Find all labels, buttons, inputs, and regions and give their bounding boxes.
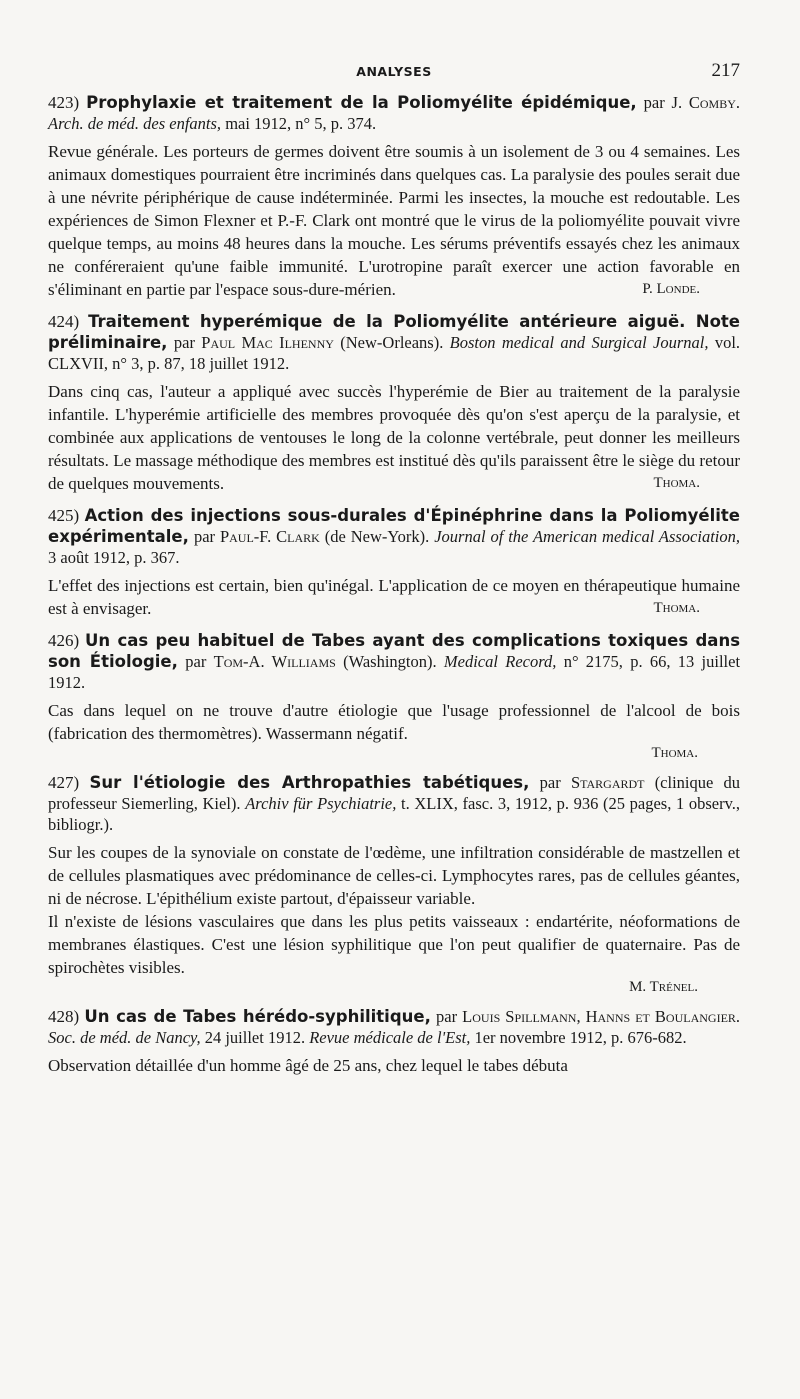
entry-number: 427) — [48, 773, 80, 792]
journal: Medical Record, — [443, 652, 557, 671]
entry-number: 423) — [48, 93, 80, 112]
running-title: ANALYSES — [356, 64, 432, 79]
page-header — [48, 58, 740, 92]
entry-heading — [48, 311, 740, 374]
place: (de New-York). — [324, 527, 430, 546]
journal: Journal of the American medical Association, — [434, 527, 741, 546]
entry-citation: par Louis Spillmann, Hanns et Boulangier. Soc. de méd. de Nancy, 24 juillet 1912. Revue médicale de l'Est, 1er novembre 1912, p. 676-682. — [48, 1007, 741, 1047]
entry-citation: par Stargardt (clinique du professeur Siemerling, Kiel). Archiv für Psychiatrie, t. XLIX, fasc. 3, 1912, p. 936 (25 pages, 1 observ., bibliogr.). — [48, 773, 741, 834]
place: (New-Orleans). — [340, 333, 444, 352]
reference: 24 juillet 1912. — [204, 1028, 306, 1047]
entry-body: Sur les coupes de la synoviale on constate de l'œdème, une infiltration considérable de mastzellen et de cellules plasmatiques avec prédominance de celles-ci. Lymphocytes rares, pas de cellules géantes, ni de nécrose. L'épithélium existe partout, d'épaisseur variable. — [48, 843, 740, 908]
reference: 1er novembre 1912, p. 676-682. — [474, 1028, 687, 1047]
entry-number: 428) — [48, 1007, 80, 1026]
entry-body: Revue générale. Les porteurs de germes doivent être soumis à un isolement de 3 ou 4 semaines. Les animaux domestiques pourraient être incriminés dans quelques cas. La paralysie des poules serait due à une névrite périphérique de cause indéterminée. Parmi les insectes, la mouche est redoutable. Les expériences de Simon Flexner et P.-F. Clark ont montré que le virus de la poliomyélite pouvait vivre quelque temps, au moins 48 heures dans la mouche. Les sérums préventifs essayés chez les animaux ne conféreraient qu'une faible immunité. L'urotropine paraît exercer une action favorable en s'éliminant en partie par l'espace sous-dure-mérien. P. Londe. — [48, 142, 740, 299]
entry-heading — [48, 1006, 740, 1048]
entry-body: L'effet des injections est certain, bien qu'inégal. L'application de ce moyen en thérapeutique humaine est à envisager. Thoma. — [48, 576, 740, 618]
journal: Revue médicale de l'Est, — [309, 1028, 471, 1047]
author: Paul-F. Clark — [219, 527, 320, 546]
entry-heading — [48, 772, 740, 835]
journal: Soc. de méd. de Nancy, — [48, 1028, 201, 1047]
entry-title: Action des injections sous-durales d'Épinéphrine dans la Poliomyélite expérimentale, — [48, 506, 740, 546]
entry-citation: par Tom-A. Williams (Washington). Medical Record, n° 2175, p. 66, 13 juillet 1912. — [48, 652, 741, 692]
entry-423 — [48, 92, 740, 301]
entry-title: Prophylaxie et traitement de la Poliomyélite épidémique, — [86, 93, 637, 112]
signature: Thoma. — [653, 475, 700, 491]
author: Louis Spillmann, Hanns et Boulangier. — [462, 1007, 741, 1026]
entry-citation: par J. Comby. Arch. de méd. des enfants, mai 1912, n° 5, p. 374. — [48, 93, 741, 133]
page — [48, 58, 740, 1087]
signature: Thoma. — [651, 745, 698, 761]
entry-number: 425) — [48, 506, 80, 525]
entry-body: Il n'existe de lésions vasculaires que dans les plus petits vaisseaux : endartérite, néoformations de membranes élastiques. C'est une lésion syphilitique que l'on peut qualifier de quaternaire. Pas de spirochètes visibles. — [48, 912, 740, 977]
entry-425 — [48, 505, 740, 620]
entry-heading — [48, 92, 740, 134]
entry-citation: par Paul Mac Ilhenny (New-Orleans). Boston medical and Surgical Journal, vol. CLXVII, n° 3, p. 87, 18 juillet 1912. — [48, 333, 741, 373]
entry-body: Observation détaillée d'un homme âgé de 25 ans, chez lequel le tabes débuta — [48, 1056, 568, 1075]
reference: t. XLIX, fasc. 3, 1912, p. 936 (25 pages, 1 observ., bibliogr.). — [48, 794, 741, 834]
reference: mai 1912, n° 5, p. 374. — [225, 114, 377, 133]
entry-number: 424) — [48, 312, 80, 331]
journal: Arch. de méd. des enfants, — [48, 114, 222, 133]
entry-title: Un cas peu habituel de Tabes ayant des complications toxiques dans son Étiologie, — [48, 631, 741, 671]
entry-citation: par Paul-F. Clark (de New-York). Journal of the American medical Association, 3 août 1912, p. 367. — [48, 527, 741, 567]
entry-title: Sur l'étiologie des Arthropathies tabétiques, — [89, 773, 530, 792]
reference: n° 2175, p. 66, 13 juillet 1912. — [48, 652, 741, 692]
reference: 3 août 1912, p. 367. — [48, 548, 180, 567]
entry-427 — [48, 772, 740, 996]
journal: Boston medical and Surgical Journal, — [449, 333, 709, 352]
entry-title: Un cas de Tabes hérédo-syphilitique, — [84, 1007, 431, 1026]
entry-number: 426) — [48, 631, 80, 650]
reference: vol. CLXVII, n° 3, p. 87, 18 juillet 1912. — [48, 333, 741, 373]
signature: P. Londe. — [642, 281, 700, 297]
author: J. Comby. — [671, 93, 741, 112]
page-number: 217 — [711, 60, 740, 81]
entry-428 — [48, 1006, 740, 1077]
journal: Archiv für Psychiatrie, — [245, 794, 397, 813]
place: (Washington). — [343, 652, 437, 671]
signature: Thoma. — [653, 600, 700, 616]
author: Tom-A. Williams — [213, 652, 336, 671]
entry-title: Traitement hyperémique de la Poliomyélite antérieure aiguë. Note préliminaire, — [48, 312, 740, 352]
entry-body: Cas dans lequel on ne trouve d'autre étiologie que l'usage professionnel de l'alcool de bois (fabrication des thermomètres). Wassermann négatif. — [48, 701, 740, 743]
entry-body: Dans cinq cas, l'auteur a appliqué avec succès l'hyperémie de Bier au traitement de la paralysie infantile. L'hyperémie artificielle des membres provoquée dès qu'on s'est aperçu de la paralysie, et combinée aux applications de ventouses le long de la colonne vertébrale, peut donner les meilleurs résultats. Le massage méthodique des membres est institué dès qu'ils paraissent être le siège du retour de quelques mouvements. Thoma. — [48, 382, 740, 493]
author: Stargardt — [570, 773, 645, 792]
entry-424 — [48, 311, 740, 495]
entry-heading — [48, 505, 740, 568]
place: (clinique du professeur Siemerling, Kiel). — [48, 773, 741, 813]
signature: M. Trénel. — [629, 979, 698, 995]
author: Paul Mac Ilhenny — [201, 333, 334, 352]
entry-426 — [48, 630, 740, 762]
entry-heading — [48, 630, 740, 693]
